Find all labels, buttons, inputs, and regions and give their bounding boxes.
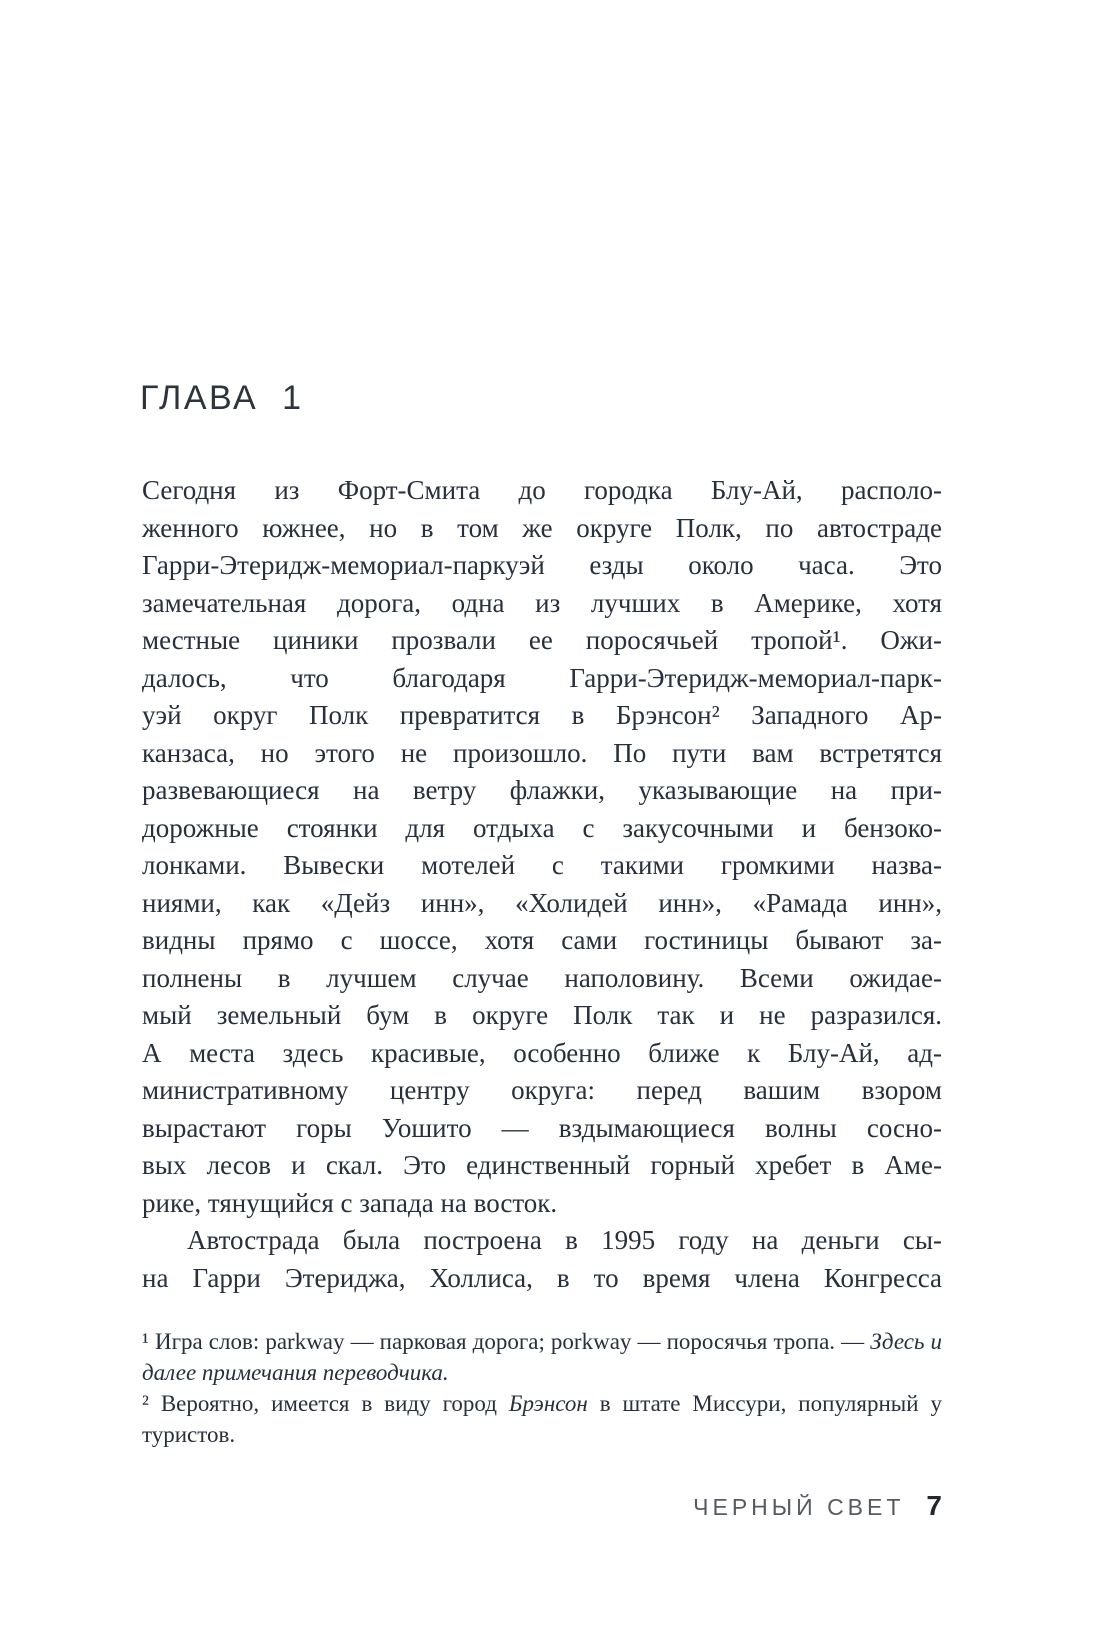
text-line: замечательная дорога, одна из лучших в Америке, хотя: [142, 587, 942, 618]
footnote-italic-text: Здесь и далее примечания переводчика.: [142, 1329, 943, 1385]
text-line: полнены в лучшем случае наполовину. Всеми ожидае-: [142, 962, 942, 993]
chapter-heading: ГЛАВА 1: [140, 379, 304, 417]
footnote-text: в штате Миссури, популярный у туристов.: [142, 1391, 942, 1447]
paragraph: [142, 1222, 942, 1297]
text-line: вырастают горы Уошито — вздымающиеся волны сосно-: [142, 1112, 942, 1143]
text-line: развевающиеся на ветру флажки, указывающие на при-: [142, 775, 942, 805]
text-line: местные циники прозвали ее поросячьей тропой¹. Ожи-: [142, 625, 942, 655]
text-line: рике, тянущийся с запада на восток.: [142, 1187, 558, 1218]
text-line: вых лесов и скал. Это единственный горный хребет в Аме-: [142, 1150, 942, 1180]
text-line: дорожные стоянки для отдыха с закусочными и бензоко-: [142, 812, 942, 843]
page-number: 7: [926, 1490, 942, 1521]
running-title: ЧЕРНЫЙ СВЕТ: [693, 1494, 905, 1520]
text-line: лонками. Вывески мотелей с такими громкими назва-: [142, 850, 942, 880]
text-line: Автострада была построена в 1995 году на деньги сы-: [187, 1225, 942, 1255]
page-footer: [693, 1490, 942, 1522]
text-line: видны прямо с шоссе, хотя сами гостиницы бывают за-: [142, 925, 942, 955]
text-line: уэй округ Полк превратится в Брэнсон² Западного Ар-: [142, 700, 942, 730]
text-line: министративному центру округа: перед вашим взором: [142, 1075, 942, 1105]
text-line: женного южнее, но в том же округе Полк, по автостраде: [142, 512, 942, 543]
footnote: [142, 1326, 942, 1388]
text-line: Гарри-Этеридж-мемориал-паркуэй езды около часа. Это: [142, 550, 942, 580]
text-line: А места здесь красивые, особенно ближе к Блу-Ай, ад-: [142, 1037, 942, 1068]
footnote-text: ² Вероятно, имеется в виду город: [142, 1391, 509, 1416]
paragraph: [142, 472, 942, 1222]
footnote-text: ¹ Игра слов: parkway — парковая дорога; porkway — поросячья тропа. —: [142, 1329, 871, 1354]
text-line: мый земельный бум в округе Полк так и не разразился.: [142, 1000, 942, 1030]
text-line: на Гарри Этериджа, Холлиса, в то время члена Конгресса: [142, 1262, 942, 1293]
text-line: далось, что благодаря Гарри-Этеридж-мемориал-парк-: [142, 662, 942, 693]
footnotes: [142, 1326, 942, 1450]
footnote: [142, 1388, 942, 1450]
text-line: Сегодня из Форт-Смита до городка Блу-Ай, располо-: [142, 475, 942, 505]
footnote-italic-text: Брэнсон: [508, 1391, 588, 1416]
text-line: ниями, как «Дейз инн», «Холидей инн», «Рамада инн»,: [142, 887, 942, 918]
text-line: канзаса, но этого не произошло. По пути вам встретятся: [142, 737, 942, 768]
body-text: [142, 472, 942, 1297]
